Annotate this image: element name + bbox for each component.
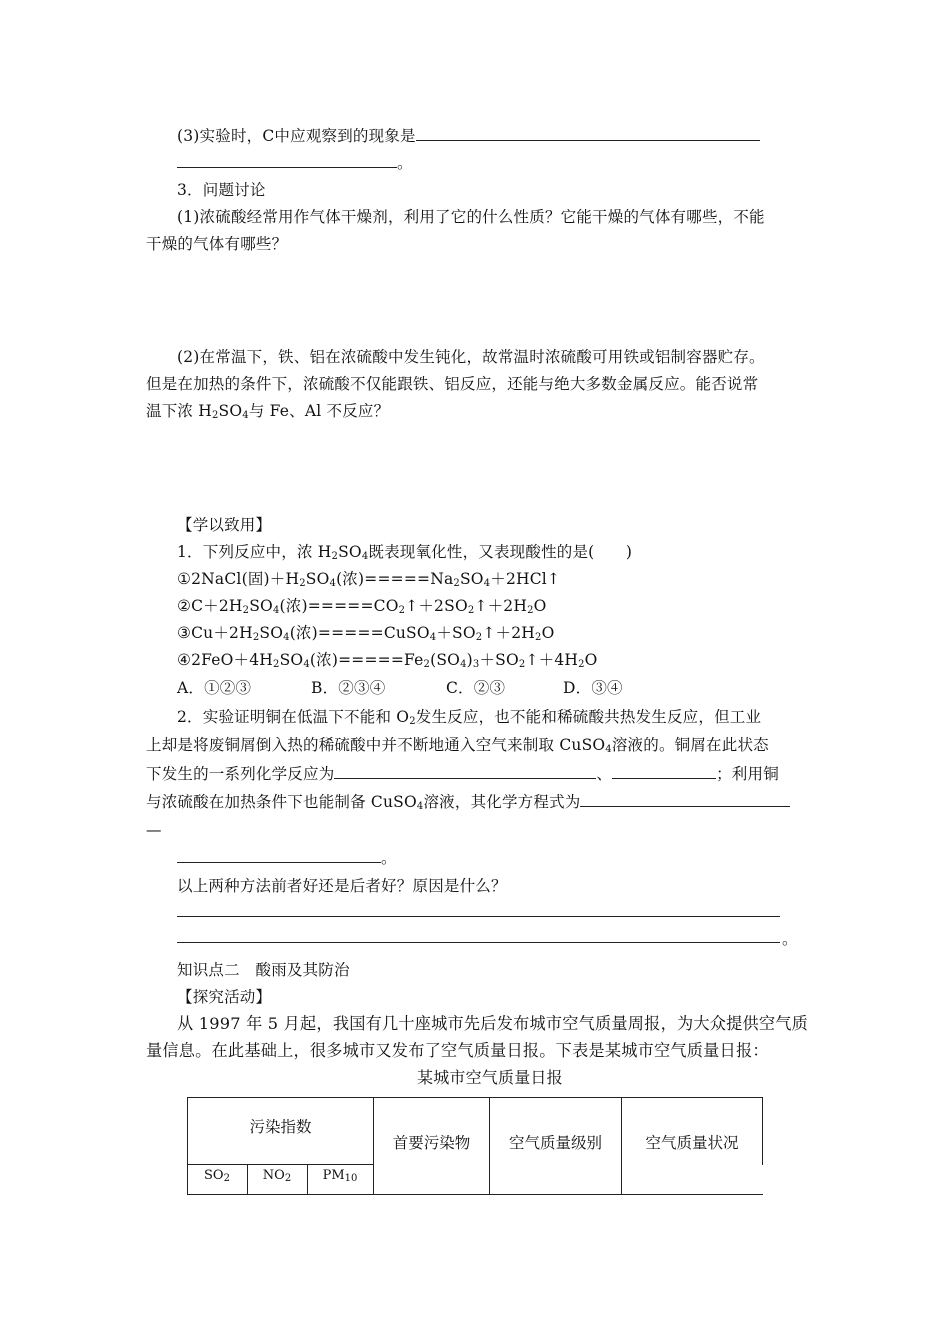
header-pollution-index: 污染指数 (249, 1118, 312, 1136)
subscript: 4 (303, 659, 310, 670)
subscript: 4 (460, 659, 467, 670)
text: 下发生的一系列化学反应为 (146, 765, 335, 783)
text: 、 (596, 765, 613, 783)
apply-q2-line5: — (146, 821, 162, 839)
subscript: 2 (273, 659, 280, 670)
table-border (762, 1097, 763, 1165)
subscript: 4 (361, 551, 369, 562)
reaction-4 (177, 650, 598, 670)
subscript: 2 (409, 716, 416, 727)
answer-blank[interactable] (612, 764, 716, 779)
answer-blank[interactable] (177, 153, 397, 168)
experiment-q3 (177, 126, 760, 146)
subscript: 4 (242, 410, 249, 421)
reaction-2 (177, 596, 547, 616)
text: (浓)=====Fe (309, 651, 424, 669)
text: ↑＋2H (474, 597, 528, 615)
subscript: 2 (453, 578, 460, 589)
text: ＋SO (479, 651, 519, 669)
text: O (533, 597, 547, 615)
text: ；利用铜 (716, 765, 779, 783)
period: 。 (782, 930, 798, 948)
subscript: 4 (283, 632, 290, 643)
subscript: 2 (423, 659, 431, 670)
text: PM (322, 1168, 345, 1183)
subscript: 2 (467, 605, 475, 616)
table-title: 某城市空气质量日报 (417, 1068, 563, 1087)
period: 。 (397, 154, 413, 172)
text: 温下浓 H (146, 402, 212, 420)
text: ＋2HCl↑ (490, 570, 561, 588)
subscript: 4 (329, 578, 337, 589)
subscript: 2 (527, 605, 534, 616)
text: (SO (430, 651, 461, 669)
discussion-q1-line1: (1)浓硫酸经常用作气体干燥剂，利用了它的什么性质？它能干燥的气体有哪些，不能 (177, 208, 765, 226)
acid-rain-p2: 量信息。在此基础上，很多城市又发布了空气质量日报。下表是某城市空气质量日报： (146, 1041, 769, 1060)
text: ＋SO (436, 624, 476, 642)
text: 与浓硫酸在加热条件下也能制备 CuSO (146, 793, 417, 811)
subscript: 2 (223, 1173, 230, 1184)
table-border (187, 1164, 374, 1165)
answer-line[interactable] (177, 916, 780, 917)
apply-heading: 【学以致用】 (177, 516, 272, 534)
acid-rain-p1: 从 1997 年 5 月起，我国有几十座城市先后发布城市空气质量周报，为大众提供空气质 (177, 1014, 809, 1033)
text: ②C＋2H (177, 597, 243, 615)
text: ①2NaCl(固)＋H (177, 570, 300, 588)
text: 既表现氧化性，又表现酸性的是( ) (368, 543, 633, 561)
experiment-q3-line2 (177, 153, 413, 173)
answer-line[interactable] (177, 942, 780, 943)
text: NO (262, 1168, 285, 1183)
answer-blank[interactable] (416, 126, 760, 141)
discussion-q2-line2: 但是在加热的条件下，浓硫酸不仅能跟铁、铝反应，还能与绝大多数金属反应。能否说常 (146, 375, 759, 393)
text: ↑＋2H (482, 624, 536, 642)
subscript: 2 (299, 578, 306, 589)
subscript: 2 (242, 605, 250, 616)
subscript: 2 (475, 632, 483, 643)
reaction-3 (177, 623, 555, 643)
text: ) (466, 651, 473, 669)
subscript: 2 (535, 632, 542, 643)
text: SO (459, 570, 484, 588)
subscript: 2 (252, 632, 260, 643)
text: O (584, 651, 598, 669)
discussion-q2-line1: (2)在常温下，铁、铝在浓硫酸中发生钝化，故常温时浓硫酸可用铁或铝制容器贮存。 (177, 348, 765, 366)
text: SO (218, 402, 243, 420)
text: 与 Fe、Al 不反应？ (248, 402, 390, 420)
text: SO (279, 651, 304, 669)
discussion-q1-line2: 干燥的气体有哪些？ (146, 235, 288, 253)
option-b[interactable]: B．②③④ (311, 679, 386, 697)
header-primary-pollutant: 首要污染物 (392, 1134, 471, 1152)
subscript: 2 (331, 551, 339, 562)
subscript: 4 (605, 744, 612, 755)
subscript: 10 (344, 1173, 358, 1184)
option-a[interactable]: A．①②③ (177, 679, 252, 697)
subscript: 3 (472, 659, 480, 670)
text: SO (305, 570, 330, 588)
text: (浓)=====Na (336, 570, 454, 588)
apply-q2-line6 (177, 848, 397, 868)
section-heading: 知识点二 酸雨及其防治 (177, 961, 350, 979)
text: SO (249, 597, 273, 615)
discussion-q2-line3 (146, 401, 389, 421)
discussion-heading: 3．问题讨论 (177, 181, 266, 199)
text: (浓)=====CuSO (289, 624, 430, 642)
text: 溶液，其化学方程式为 (423, 793, 581, 811)
apply-q1-stem (177, 542, 632, 562)
text: ↑＋4H (525, 651, 579, 669)
header-quality-level: 空气质量级别 (508, 1134, 602, 1152)
text: (浓)=====CO (279, 597, 399, 615)
text: SO (204, 1168, 224, 1183)
subscript: 4 (272, 605, 280, 616)
apply-q2-line2 (146, 735, 769, 755)
option-c[interactable]: C．②③ (446, 679, 506, 697)
period: 。 (381, 849, 397, 867)
subscript: 4 (416, 801, 424, 812)
text: 2．实验证明铜在低温下不能和 O (177, 708, 410, 726)
subscript: 2 (284, 1173, 292, 1184)
text: ③Cu＋2H (177, 624, 253, 642)
subscript: 4 (483, 578, 491, 589)
reaction-1 (177, 569, 560, 589)
air-quality-table (187, 1097, 763, 1195)
header-no2 (247, 1168, 307, 1183)
text: SO (338, 543, 362, 561)
text: ↑＋2SO (405, 597, 468, 615)
text: 溶液的。铜屑在此状态 (611, 736, 769, 754)
answer-blank[interactable] (177, 848, 381, 863)
subscript: 2 (211, 410, 219, 421)
option-d[interactable]: D．③④ (563, 679, 623, 697)
subscript: 2 (518, 659, 526, 670)
text: 发生反应，也不能和稀硫酸共热发生反应，但工业 (415, 708, 762, 726)
text: ④2FeO＋4H (177, 651, 274, 669)
apply-q2-question: 以上两种方法前者好还是后者好？原因是什么？ (177, 877, 507, 895)
header-so2 (187, 1168, 247, 1183)
subscript: 4 (429, 632, 437, 643)
apply-q2-line3 (146, 764, 779, 784)
table-border (187, 1097, 763, 1098)
answer-blank[interactable] (334, 764, 596, 779)
answer-blank[interactable] (580, 792, 790, 807)
text: SO (259, 624, 284, 642)
text: O (541, 624, 555, 642)
header-pm10 (307, 1168, 373, 1183)
table-border (187, 1194, 763, 1195)
header-quality-status: 空气质量状况 (645, 1134, 739, 1152)
activity-heading: 【探究活动】 (177, 988, 272, 1006)
text: 1．下列反应中，浓 H (177, 543, 332, 561)
q3-text: (3)实验时，C中应观察到的现象是 (177, 127, 416, 145)
subscript: 2 (398, 605, 406, 616)
apply-q2-line1 (177, 707, 761, 727)
apply-q2-line4 (146, 792, 790, 812)
subscript: 2 (578, 659, 585, 670)
text: 上却是将废铜屑倒入热的稀硫酸中并不断地通入空气来制取 CuSO (146, 736, 606, 754)
